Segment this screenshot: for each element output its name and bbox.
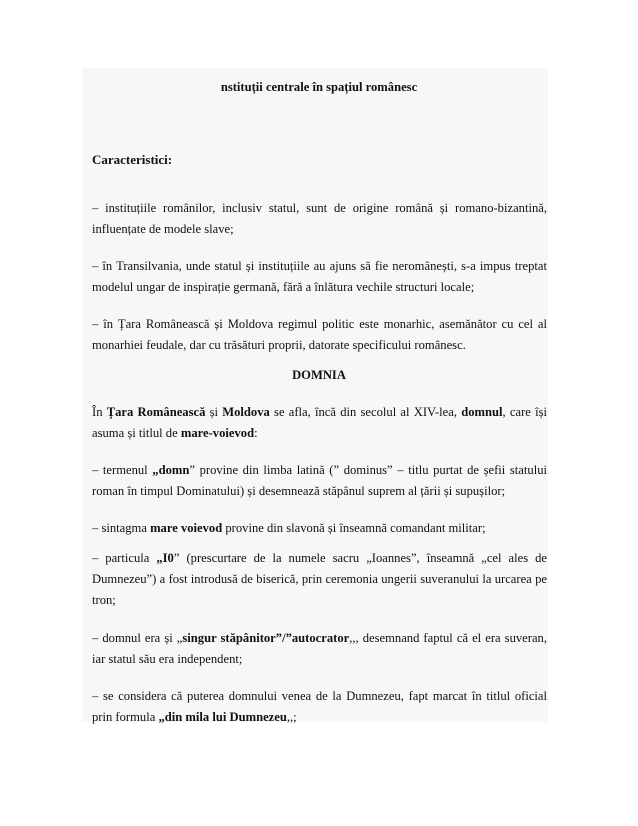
paragraph-autocrator	[92, 628, 547, 670]
bold-span: Țara Românească	[106, 405, 206, 419]
text-span: ” (prescurtare de la numele sacru „Ioannes”, înseamnă „cel ales de Dumnezeu”) a fost introdusă de biserică, prin ceremonia ungerii suveranului la urcarea pe tron;	[92, 551, 547, 607]
text-span: ” provine din limba latină (” dominus” – titlu purtat de șefii statului roman în timpul Dominatului) și desemnează stăpânul suprem al țării și supușilor;	[92, 463, 547, 498]
bold-span: „din mila lui Dumnezeu	[158, 710, 287, 724]
bold-span: „domn	[152, 463, 190, 477]
text-span: și	[205, 405, 223, 419]
paragraph-mare-voievod	[92, 518, 547, 539]
section-heading: Caracteristici:	[92, 152, 173, 167]
paragraph-din-mila	[92, 686, 547, 728]
text-span: ,,, desemnand faptul că el era suveran, iar statul său era independent;	[92, 631, 547, 666]
text-span: – se considera că puterea domnului venea de la Dumnezeu, fapt marcat în titlul oficial prin formula	[92, 689, 547, 724]
text-span: , care își asuma și titlul de	[92, 405, 548, 440]
text-span: – termenul	[92, 463, 153, 477]
text-span: – domnul era și „	[92, 631, 183, 645]
paragraph-domnia-intro	[92, 402, 547, 444]
paragraph-characteristic-2: – în Transilvania, unde statul și instituțiile au ajuns să fie neromânești, s-a impus treptat modelul ungar de inspirație germană, fără a înlătura vechile structuri locale;	[92, 259, 547, 294]
text-span: provine din slavonă și înseamnă comandant militar;	[222, 521, 486, 535]
bold-span: Moldova	[222, 405, 270, 419]
text-span: :	[254, 426, 258, 440]
text-span: – sintagma	[92, 521, 151, 535]
page-title: nstituții centrale în spațiul românesc	[220, 80, 418, 94]
text-span: – particula	[92, 551, 157, 565]
paragraph-particula	[92, 548, 547, 611]
domnia-heading: DOMNIA	[292, 368, 346, 382]
text-span: ,,;	[286, 710, 297, 724]
text-span: se afla, încă din secolul al XIV-lea,	[269, 405, 462, 419]
paragraph-characteristic-1: – instituțiile românilor, inclusiv statul, sunt de origine română și romano-bizantină, influențate de modele slave;	[92, 201, 547, 236]
bold-span: „I0	[156, 551, 174, 565]
paragraph-domn-term	[92, 460, 547, 502]
bold-span: mare voievod	[150, 521, 223, 535]
bold-span: domnul	[461, 405, 503, 419]
paragraph-characteristic-3: – în Țara Românească și Moldova regimul politic este monarhic, asemănător cu cel al monarhiei feudale, dar cu trăsături proprii, datorate specificului românesc.	[92, 317, 547, 352]
text-span: În	[92, 405, 107, 419]
bold-span: singur stăpânitor”/”autocrator	[182, 631, 350, 645]
bold-span: mare-voievod	[180, 426, 255, 440]
